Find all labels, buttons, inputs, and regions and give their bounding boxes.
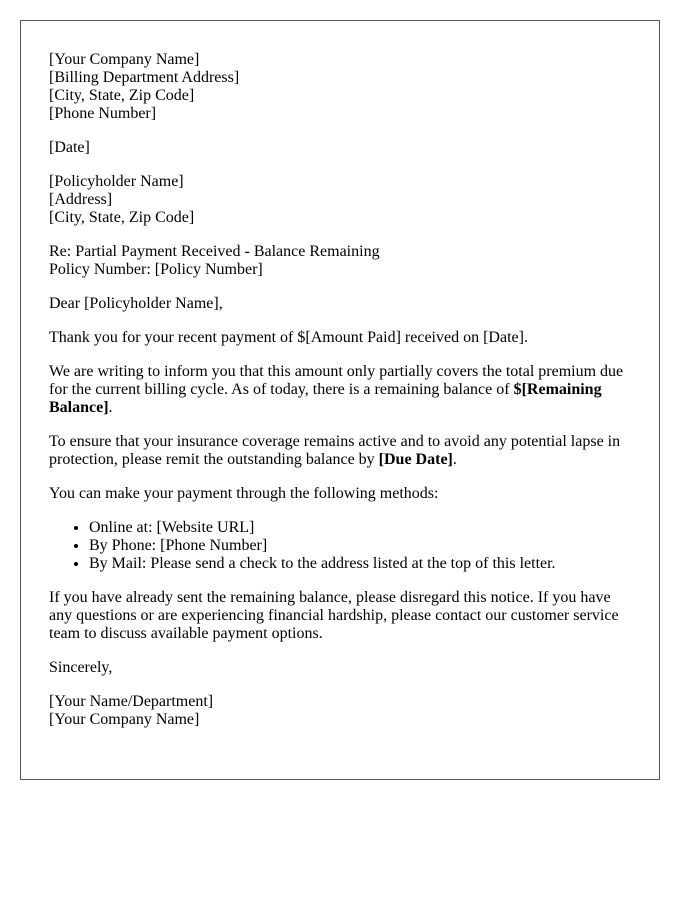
recipient-address: [Address] (49, 191, 113, 208)
salutation: Dear [Policyholder Name], (49, 295, 223, 312)
payment-method-phone: • By Phone: [Phone Number] (89, 537, 631, 555)
signature-company-name: [Your Company Name] (49, 711, 200, 728)
due-date-value: [Due Date] (378, 451, 453, 468)
sender-company-name: [Your Company Name] (49, 51, 200, 68)
closing-note-paragraph: If you have already sent the remaining balance, please disregard this notice. If you have any questions or are experiencing financial hardship, please contact our customer service team to discuss available payment options. (49, 589, 619, 642)
due-date-paragraph-text: To ensure that your insurance coverage remains active and to avoid any potential lapse in protection, please remit the outstanding balance by (49, 433, 621, 468)
sender-city-state-zip: [City, State, Zip Code] (49, 87, 195, 104)
subject-block (49, 243, 631, 279)
due-date-paragraph-end: . (452, 451, 457, 468)
payment-method-online: • Online at: [Website URL] (89, 519, 631, 537)
balance-paragraph-end: . (108, 399, 113, 416)
methods-intro: You can make your payment through the following methods: (49, 485, 439, 502)
due-date-paragraph (49, 433, 631, 469)
date-text: [Date] (49, 139, 90, 156)
balance-paragraph (49, 363, 631, 417)
payment-methods-list (49, 519, 631, 573)
letter-page (20, 20, 660, 780)
signature-block (49, 693, 631, 729)
signature-name-department: [Your Name/Department] (49, 693, 214, 710)
thanks-paragraph: Thank you for your recent payment of $[Amount Paid] received on [Date]. (49, 329, 528, 346)
letter-date (49, 139, 631, 157)
sender-address: [Billing Department Address] (49, 69, 240, 86)
recipient-address-block (49, 173, 631, 227)
sender-address-block (49, 51, 631, 123)
balance-paragraph-text: We are writing to inform you that this amount only partially covers the total premium due for the current billing cycle. As of today, there is a remaining balance of (49, 363, 624, 398)
policy-number-line: Policy Number: [Policy Number] (49, 261, 263, 278)
recipient-city-state-zip: [City, State, Zip Code] (49, 209, 195, 226)
payment-method-mail: • By Mail: Please send a check to the address listed at the top of this letter. (89, 555, 631, 573)
remaining-balance-value: $[Remaining Balance] (49, 381, 602, 416)
subject-re-line: Re: Partial Payment Received - Balance Remaining (49, 243, 380, 260)
recipient-name: [Policyholder Name] (49, 173, 184, 190)
closing: Sincerely, (49, 659, 113, 676)
sender-phone: [Phone Number] (49, 105, 157, 122)
